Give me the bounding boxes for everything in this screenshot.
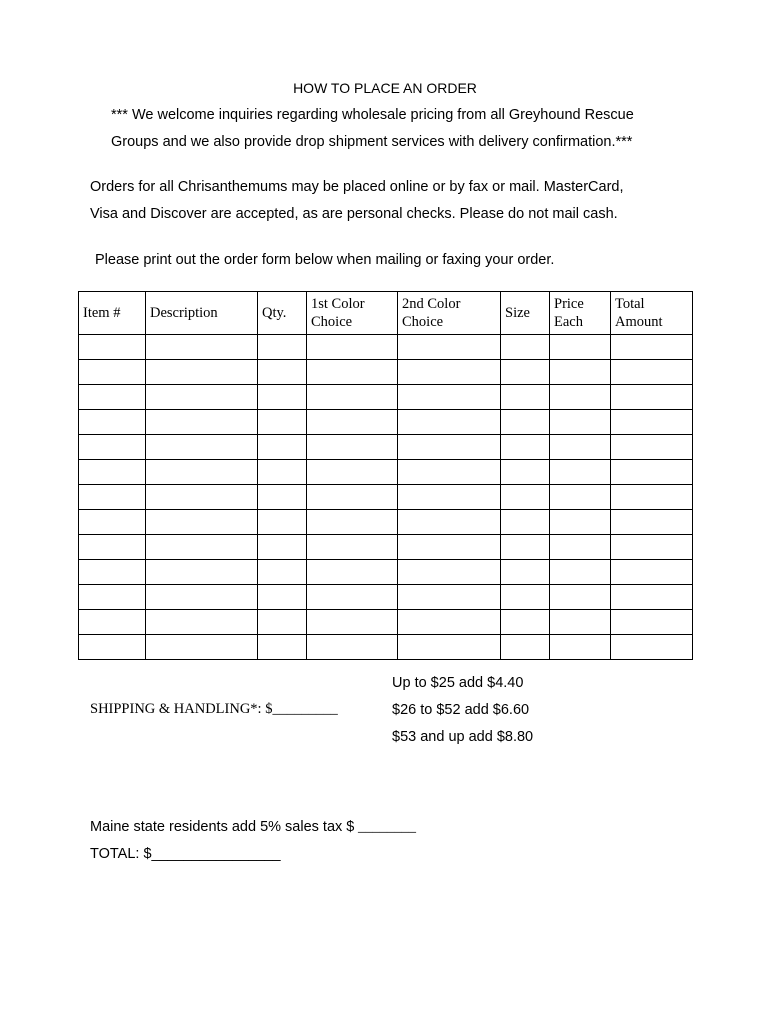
order-cell[interactable] (307, 560, 398, 585)
order-cell[interactable] (258, 335, 307, 360)
order-cell[interactable] (307, 585, 398, 610)
order-cell[interactable] (611, 360, 693, 385)
order-cell[interactable] (258, 410, 307, 435)
order-cell[interactable] (258, 560, 307, 585)
shipping-rate-1: Up to $25 add $4.40 (392, 675, 524, 691)
order-cell[interactable] (146, 485, 258, 510)
order-cell[interactable] (258, 635, 307, 660)
order-cell[interactable] (258, 510, 307, 535)
order-cell[interactable] (398, 460, 501, 485)
order-cell[interactable] (611, 610, 693, 635)
order-cell[interactable] (611, 535, 693, 560)
order-cell[interactable] (550, 410, 611, 435)
order-cell[interactable] (146, 635, 258, 660)
shipping-handling-field[interactable]: SHIPPING & HANDLING*: $_________ (90, 701, 338, 717)
table-row (79, 485, 693, 510)
order-cell[interactable] (550, 585, 611, 610)
order-cell[interactable] (79, 560, 146, 585)
order-cell[interactable] (550, 510, 611, 535)
order-cell[interactable] (307, 335, 398, 360)
order-cell[interactable] (307, 385, 398, 410)
order-cell[interactable] (146, 560, 258, 585)
order-cell[interactable] (611, 435, 693, 460)
table-row (79, 410, 693, 435)
order-cell[interactable] (398, 435, 501, 460)
order-cell[interactable] (398, 335, 501, 360)
order-cell[interactable] (307, 360, 398, 385)
order-cell[interactable] (307, 410, 398, 435)
sales-tax-line (90, 819, 416, 836)
order-cell[interactable] (501, 460, 550, 485)
order-cell[interactable] (550, 435, 611, 460)
order-cell[interactable] (79, 610, 146, 635)
print-instruction: Please print out the order form below when mailing or faxing your order. (95, 252, 555, 268)
intro-line-1: *** We welcome inquiries regarding wholesale pricing from all Greyhound Rescue (111, 107, 634, 123)
order-cell[interactable] (550, 485, 611, 510)
ordering-paragraph-line-1: Orders for all Chrisanthemums may be placed online or by fax or mail. MasterCard, (90, 179, 624, 195)
order-cell[interactable] (398, 385, 501, 410)
order-cell[interactable] (501, 485, 550, 510)
order-cell[interactable] (611, 485, 693, 510)
order-cell[interactable] (501, 360, 550, 385)
order-cell[interactable] (550, 635, 611, 660)
order-cell[interactable] (501, 435, 550, 460)
order-cell[interactable] (398, 610, 501, 635)
table-header-row (79, 292, 693, 335)
page-title: HOW TO PLACE AN ORDER (293, 80, 477, 96)
order-cell[interactable] (501, 585, 550, 610)
order-cell[interactable] (398, 485, 501, 510)
order-cell[interactable] (79, 635, 146, 660)
order-cell[interactable] (611, 335, 693, 360)
order-cell[interactable] (146, 460, 258, 485)
order-cell[interactable] (501, 610, 550, 635)
order-cell[interactable] (550, 360, 611, 385)
order-cell[interactable] (79, 435, 146, 460)
table-row (79, 360, 693, 385)
order-cell[interactable] (550, 335, 611, 360)
order-cell[interactable] (146, 435, 258, 460)
order-cell[interactable] (146, 385, 258, 410)
order-cell[interactable] (79, 385, 146, 410)
order-cell[interactable] (611, 410, 693, 435)
header-price-each: Price Each (550, 292, 611, 335)
order-cell[interactable] (501, 335, 550, 360)
order-cell[interactable] (307, 535, 398, 560)
order-cell[interactable] (79, 335, 146, 360)
order-cell[interactable] (550, 610, 611, 635)
order-cell[interactable] (258, 435, 307, 460)
order-cell[interactable] (398, 410, 501, 435)
order-cell[interactable] (501, 635, 550, 660)
order-cell[interactable] (146, 410, 258, 435)
order-form-table (78, 291, 693, 660)
order-cell[interactable] (79, 410, 146, 435)
order-cell[interactable] (79, 585, 146, 610)
table-row (79, 585, 693, 610)
order-cell[interactable] (307, 635, 398, 660)
order-cell[interactable] (550, 535, 611, 560)
order-cell[interactable] (79, 360, 146, 385)
order-cell[interactable] (611, 585, 693, 610)
header-description: Description (146, 292, 258, 335)
order-cell[interactable] (146, 585, 258, 610)
order-cell[interactable] (550, 560, 611, 585)
total-field[interactable]: TOTAL: $________________ (90, 846, 281, 862)
header-item-number: Item # (79, 292, 146, 335)
order-cell[interactable] (398, 510, 501, 535)
header-second-color: 2nd Color Choice (398, 292, 501, 335)
order-cell[interactable] (501, 385, 550, 410)
order-cell[interactable] (307, 460, 398, 485)
order-cell[interactable] (611, 460, 693, 485)
order-cell[interactable] (146, 335, 258, 360)
order-cell[interactable] (146, 535, 258, 560)
order-cell[interactable] (398, 585, 501, 610)
table-row (79, 335, 693, 360)
order-cell[interactable] (258, 585, 307, 610)
order-cell[interactable] (258, 385, 307, 410)
order-cell[interactable] (258, 610, 307, 635)
table-row (79, 610, 693, 635)
order-cell[interactable] (501, 510, 550, 535)
order-cell[interactable] (307, 485, 398, 510)
order-cell[interactable] (398, 360, 501, 385)
order-cell[interactable] (398, 535, 501, 560)
order-cell[interactable] (258, 360, 307, 385)
header-size: Size (501, 292, 550, 335)
order-cell[interactable] (79, 460, 146, 485)
order-cell[interactable] (611, 635, 693, 660)
table-row (79, 510, 693, 535)
header-first-color: 1st Color Choice (307, 292, 398, 335)
order-cell[interactable] (611, 510, 693, 535)
sales-tax-label: Maine state residents add 5% sales tax $ (90, 819, 355, 835)
table-row (79, 560, 693, 585)
intro-line-2: Groups and we also provide drop shipment services with delivery confirmation.*** (111, 134, 633, 150)
order-cell[interactable] (501, 410, 550, 435)
order-cell[interactable] (398, 560, 501, 585)
table-row (79, 535, 693, 560)
order-cell[interactable] (501, 560, 550, 585)
header-total-amount: Total Amount (611, 292, 693, 335)
table-row (79, 385, 693, 410)
order-cell[interactable] (307, 510, 398, 535)
order-cell[interactable] (79, 510, 146, 535)
order-cell[interactable] (258, 485, 307, 510)
order-cell[interactable] (258, 535, 307, 560)
table-row (79, 435, 693, 460)
order-cell[interactable] (611, 385, 693, 410)
order-cell[interactable] (398, 635, 501, 660)
header-qty: Qty. (258, 292, 307, 335)
sales-tax-field[interactable]: ________ (354, 819, 416, 835)
shipping-rate-3: $53 and up add $8.80 (392, 729, 534, 745)
order-cell[interactable] (258, 460, 307, 485)
table-row (79, 460, 693, 485)
order-cell[interactable] (611, 560, 693, 585)
table-row (79, 635, 693, 660)
order-cell[interactable] (550, 460, 611, 485)
order-cell[interactable] (550, 385, 611, 410)
shipping-rate-2: $26 to $52 add $6.60 (392, 702, 530, 718)
order-cell[interactable] (501, 535, 550, 560)
order-cell[interactable] (146, 360, 258, 385)
order-cell[interactable] (79, 485, 146, 510)
order-cell[interactable] (307, 610, 398, 635)
order-cell[interactable] (146, 510, 258, 535)
ordering-paragraph-line-2: Visa and Discover are accepted, as are personal checks. Please do not mail cash. (90, 206, 618, 222)
order-cell[interactable] (79, 535, 146, 560)
order-cell[interactable] (307, 435, 398, 460)
order-cell[interactable] (146, 610, 258, 635)
